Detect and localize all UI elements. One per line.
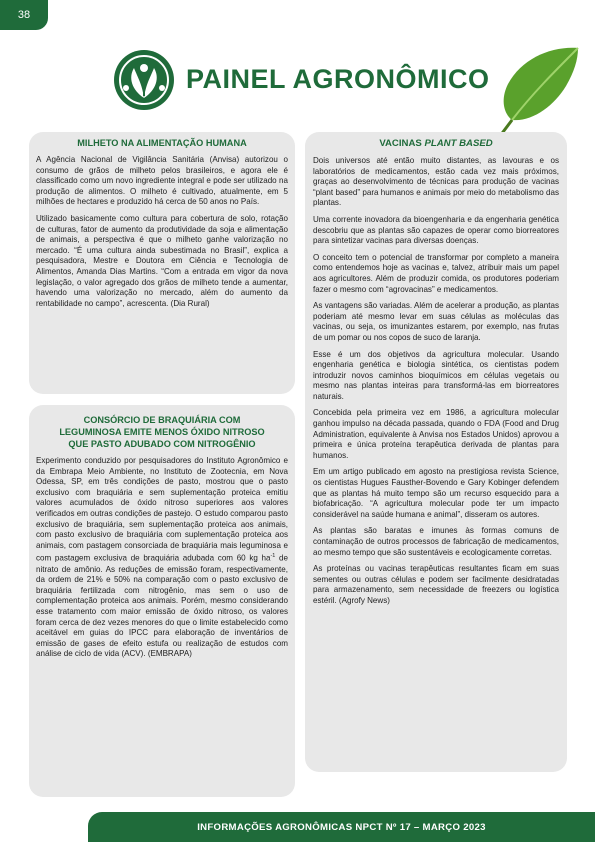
vacinas-paragraph-9: As proteínas ou vacinas terapêuticas resultantes ficam em suas sementes ou outras células e podem ser facilmente desidratadas para armazenamento, sem necessidade de freezers ou logística estéril. (Agrofy News) <box>313 564 559 605</box>
page-title: PAINEL AGRONÔMICO <box>186 64 490 94</box>
braquiaria-text-start: Experimento conduzido por pesquisadores do Instituto Agronômico e da Embrapa Meio Ambiente, no Instituto de Zootecnia, em Nova Odessa, SP, em três condições de pasto, mostrou que o pasto exclusivo com braquiária e sem suplementação proteica emitiu valores acumulados de óxido nitroso superiores aos valores verificados em outras condições de pastejo. O estudo comparou pasto exclusivo de braquiária, sem suplementação proteica aos animais, com pasto exclusivo de braquiária com suplementação proteica aos animais, com pastagem consorciada de braquiária mais leguminosa e com pastagem exclusiva de braquiária adubada com 60 kg ha <box>36 456 288 564</box>
vacinas-paragraph-8: As plantas são baratas e imunes às formas comuns de contaminação de outros processos de fabricação de medicamentos, ao mesmo tempo que são sustentáveis e ecologicamente corretas. <box>313 526 559 557</box>
vacinas-paragraph-5: Esse é um dos objetivos da agricultura molecular. Usando engenharia genética e biologia sintética, os cientistas podem introduzir novos caminhos bioquímicos em células vegetais ou mesmo nas plantas inteiras para transformá-las em biorreatores naturais. <box>313 349 559 401</box>
vacinas-paragraph-6: Concebida pela primeira vez em 1986, a agricultura molecular ganhou impulso na década passada, quando o FDA (Food and Drug Administration, equivalente à Anvisa nos Estados Unidos) aprovou a primeira e única proteína terapêutica derivada de plantas para humanos. <box>313 408 559 460</box>
braquiaria-heading-line-2: LEGUMINOSA EMITE MENOS ÓXIDO NITROSO <box>59 427 265 437</box>
vacinas-heading-italic: PLANT BASED <box>424 138 493 149</box>
vacinas-paragraph-4: As vantagens são variadas. Além de acelerar a produção, as plantas poderiam até mesmo levar em suas células as moléculas das vacinas, ou seja, os imunizantes estarem, por exemplo, nas frutas de um pomar ou nos copos de suco de laranja. <box>313 301 559 342</box>
vacinas-heading-plain: VACINAS <box>379 138 425 149</box>
vacinas-paragraph-7: Em um artigo publicado em agosto na prestigiosa revista Science, os cientistas Hugues Fausther-Bovendo e Gary Kobinger defendem que as plantas há muito tempo são um recurso esquecido para a biofabricação. “A agricultura molecular pode ter um impacto considerável na saúde humana e animal”, disseram os autores. <box>313 467 559 519</box>
milheto-heading: MILHETO NA ALIMENTAÇÃO HUMANA <box>77 138 247 148</box>
vacinas-paragraph-3: O conceito tem o potencial de transformar por completo a maneira como entendemos hoje as vacinas e, talvez, atribuir mais um papel aos agricultores. Além de produzir comida, os produtores poderiam fazer o mesmo com “agrovacinas” e medicamentos. <box>313 252 559 294</box>
braquiaria-heading-line-1: CONSÓRCIO DE BRAQUIÁRIA COM <box>83 415 241 425</box>
vacinas-paragraph-1: Dois universos até então muito distantes, as lavouras e os laboratórios de medicamentos, estão cada vez mais próximos, graças ao desenvolvimento de técnicas para produção de vacinas “plant based” para humanos e animais por meio do metabolismo das plantas. <box>313 156 559 208</box>
braquiaria-article <box>36 414 288 666</box>
footer-text: INFORMAÇÕES AGRONÔMICAS NPCT Nº 17 – MARÇO 2023 <box>197 821 486 833</box>
vacinas-heading <box>313 138 559 150</box>
braquiaria-text-end: de nitrato de amônio. As reduções de emissão foram, respectivamente, da ordem de 21% e 50% na comparação com o pasto exclusivo de braquiária fertilizada com nitrogênio, mas sem o uso de complementação proteica aos animais. Porém, mesmo considerando esse tratamento com maior emissão de óxido nitroso, os valores foram cerca de dez vezes menores do que o limite estabelecido como aceitável em guias do IPCC para elaboração de inventários de emissão de gases de efeito estufa ou realização de estudos com análise de ciclo de vida (ACV). (EMBRAPA) <box>36 554 288 659</box>
npct-logo-icon <box>112 48 176 112</box>
footer-banner <box>88 812 595 842</box>
vacinas-paragraph-2: Uma corrente inovadora da bioengenharia e da engenharia genética descobriu que as plantas são capazes de operar como biorreatores para sintetizar vacinas para diversas doenças. <box>313 214 559 246</box>
page-number: 38 <box>0 0 48 30</box>
leaf-icon <box>492 40 582 140</box>
milheto-paragraph-2: Utilizado basicamente como cultura para cobertura de solo, rotação de culturas, fator de aumento da produtividade da soja e alimentação de animais, a perspectiva é que o milheto ganhe valorização no mercado. “É uma cultura ainda subestimada no Brasil”, explica a pesquisadora, Mestre e Doutora em Ciência e Tecnologia de Alimentos, Amanda Dias Martins. “Com a entrada em vigor da nova legislação, o valor agregado dos grãos de milheto tende a aumentar, havendo uma valorização no mercado, além do aumento da rentabilidade no campo”, acrescenta. (Dia Rural) <box>36 213 288 308</box>
vacinas-article <box>313 138 559 613</box>
braquiaria-heading-line-3: QUE PASTO ADUBADO COM NITROGÊNIO <box>68 439 256 449</box>
milheto-article <box>36 137 288 315</box>
unit-superscript: -1 <box>270 553 276 560</box>
braquiaria-paragraph <box>36 456 288 660</box>
milheto-paragraph-1: A Agência Nacional de Vigilância Sanitária (Anvisa) autorizou o consumo de grãos de milheto pelos brasileiros, e agora ele é classificado como um novo ingrediente integral e pode ser utilizado na produção de alimentos. O milheto é cultivado, atualmente, em 5 milhões de hectares e produzido há cerca de 50 anos no País. <box>36 155 288 207</box>
braquiaria-heading <box>36 414 288 450</box>
